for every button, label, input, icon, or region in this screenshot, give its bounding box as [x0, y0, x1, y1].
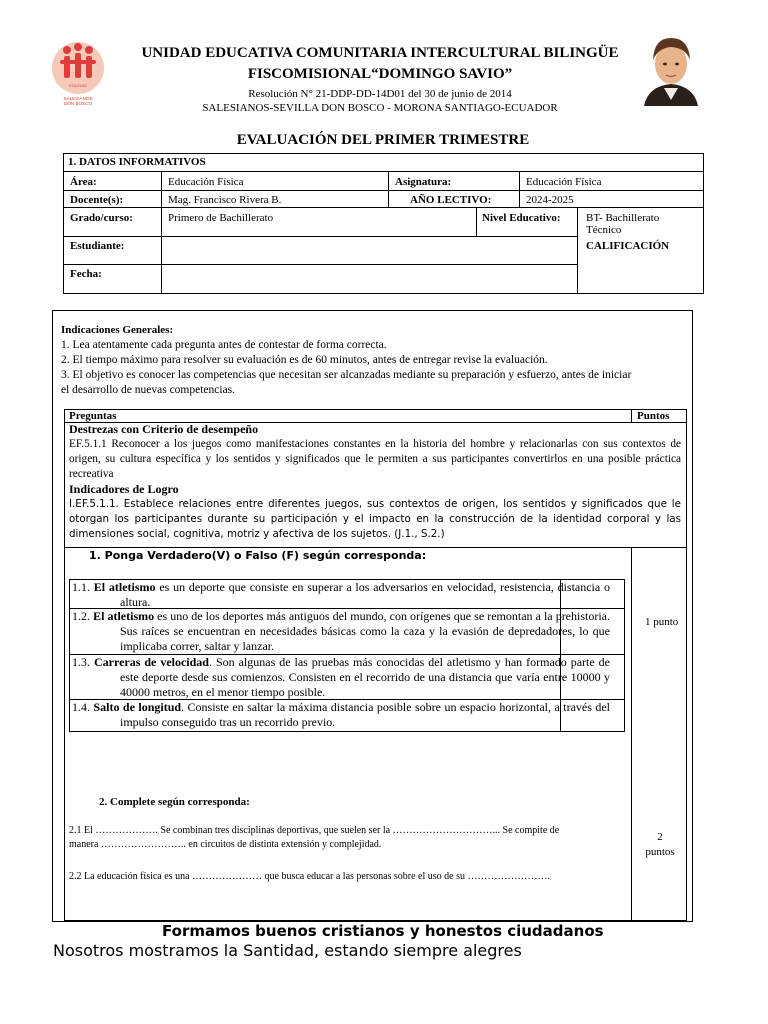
tf-answer-1-3[interactable] [562, 656, 622, 698]
nivel-value-line1: BT- Bachillerato [586, 212, 660, 224]
indicadores-title: Indicadores de Logro [69, 482, 179, 496]
tf-item-1-3 [72, 655, 610, 700]
question-2-points-unit: puntos [645, 846, 675, 858]
question-1-title: 1. Ponga Verdadero(V) o Falso (F) según corresponda: [89, 549, 427, 562]
tf-item-1-3-num: 1.3. [72, 655, 90, 669]
location-text: SALESIANOS-SEVILLA DON BOSCO - MORONA SANTIAGO-ECUADOR [202, 102, 558, 114]
tf-item-1-1-text: es un deporte que consiste en superar a los adversarios en velocidad, resistencia, distancia o altura. [120, 580, 610, 609]
instructions-title: Indicaciones Generales: [61, 324, 174, 336]
question-2-1-line1: 2.1 El ………………. Se combinan tres disciplinas deportivas, que suelen ser la …………………………... Se compite de [69, 825, 560, 836]
tf-item-1-4-bold: Salto de longitud [93, 700, 182, 714]
footer-motto-2: Nosotros mostramos la Santidad, estando siempre alegres [53, 941, 522, 960]
tf-answer-1-1[interactable] [562, 581, 622, 607]
estudiante-field[interactable] [163, 238, 575, 263]
question-2-1 [69, 824, 629, 852]
asignatura-label: Asignatura: [395, 176, 452, 188]
instruction-3-line1: 3. El objetivo es conocer las competencias que necesitan ser alcanzadas mediante su preparación y esfuerzo, antes de iniciar [61, 369, 632, 381]
true-false-table [69, 579, 625, 732]
fecha-label: Fecha: [70, 268, 102, 280]
logo-text-2: SALESIANOS [63, 96, 93, 101]
logo-text-1: COLEGIO [68, 83, 88, 88]
school-name-line2: FISCOMISIONAL“DOMINGO SAVIO” [247, 66, 513, 82]
tf-item-1-1 [72, 580, 610, 610]
grado-label: Grado/curso: [70, 212, 133, 224]
tf-item-1-2-num: 1.2. [72, 609, 90, 623]
tf-item-1-2-text: es uno de los deportes más antiguos del mundo, con orígenes que se remontan a la prehistoria. Sus raíces se encuentran en necesidades básicas como la caza y la evasión de depredadores, lo que implicaba correr, saltar y lanzar. [120, 609, 611, 653]
calificacion-label: CALIFICACIÓN [586, 240, 670, 252]
general-instructions [61, 323, 686, 398]
questions-table [64, 409, 687, 921]
question-2-1-line2: manera …………………….. en circuitos de distinta extensión y complejidad. [69, 839, 382, 850]
competencies-section [69, 422, 681, 542]
tf-item-1-4-num: 1.4. [72, 700, 90, 714]
col-header-puntos: Puntos [637, 410, 670, 422]
footer-motto-1: Formamos buenos cristianos y honestos ciudadanos [162, 922, 604, 940]
docente-value: Mag. Francisco Rivera B. [168, 194, 282, 206]
info-table [63, 153, 704, 294]
nivel-value [582, 210, 702, 238]
resolution-text: Resolución N° 21-DDP-DD-14D01 del 30 de junio de 2014 [248, 88, 512, 100]
calificacion-field[interactable] [579, 252, 702, 292]
question-1-points: 1 punto [645, 616, 679, 628]
school-name-line1: UNIDAD EDUCATIVA COMUNITARIA INTERCULTURAL BILINGÜE [141, 45, 619, 61]
instruction-1: 1. Lea atentamente cada pregunta antes de contestar de forma correcta. [61, 339, 387, 351]
evaluation-title: EVALUACIÓN DEL PRIMER TRIMESTRE [236, 132, 530, 148]
tf-item-1-3-bold: Carreras de velocidad [93, 655, 209, 669]
col-header-preguntas: Preguntas [69, 410, 117, 422]
tf-item-1-3-text: . Son algunas de las pruebas más conocidas del atletismo y han formado parte de este deporte desde sus comienzos. Consisten en el recorrido de una distancia que varía entre 10000 y 40000 metros, en el menor tiempo posible. [120, 655, 611, 699]
tf-item-1-2-bold: El atletismo [93, 609, 155, 623]
nivel-value-line2: Técnico [586, 224, 622, 236]
indicadores-text: I.EF.5.1.1. Establece relaciones entre diferentes juegos, sus contextos de origen, los sentidos y significados que le otorgan los participantes durante su participación y el impacto en la construcción de la identidad corporal y las dimensiones social, cognitiva, motriz y afectiva de los sujetos. (J.1., S.2.) [69, 498, 681, 540]
area-label: Área: [70, 176, 97, 188]
tf-item-1-1-num: 1.1. [72, 580, 90, 594]
asignatura-value: Educación Física [526, 176, 602, 188]
tf-item-1-1-bold: El atletismo [93, 580, 156, 594]
tf-answer-1-2[interactable] [562, 610, 622, 653]
anio-lectivo-value: 2024-2025 [526, 194, 574, 206]
instruction-2: 2. El tiempo máximo para resolver su evaluación es de 60 minutos, antes de entregar revise la evaluación. [61, 354, 548, 366]
area-value: Educación Física [168, 176, 244, 188]
grado-value: Primero de Bachillerato [168, 212, 274, 224]
instruction-3-line2: el desarrollo de nuevas competencias. [61, 384, 236, 396]
evaluation-body [52, 310, 693, 922]
question-2-title: 2. Complete según corresponda: [99, 796, 250, 808]
tf-item-1-2 [72, 609, 610, 654]
estudiante-label: Estudiante: [70, 240, 125, 252]
info-section-title: 1. DATOS INFORMATIVOS [68, 156, 206, 168]
question-2-points-value: 2 [657, 831, 663, 843]
destrezas-title: Destrezas con Criterio de desempeño [69, 422, 259, 436]
school-logo [50, 40, 106, 110]
destrezas-text: EF.5.1.1 Reconocer a los juegos como manifestaciones constantes en la historia del hombre y relacionarlas con sus contextos de origen, su cultura específica y los sentidos y significados que le permiten a sus participantes convertirlos en una posible práctica recreativa [69, 438, 681, 480]
docente-label: Docente(s): [70, 194, 124, 206]
question-2-points [640, 830, 680, 860]
anio-lectivo-label: AÑO LECTIVO: [410, 194, 492, 206]
question-2-2: 2.2 La educación física es una ………………… que busca educar a las personas sobre el uso de su ……………………. [69, 871, 550, 882]
logo-text-3: DON BOSCO [63, 101, 93, 106]
tf-answer-1-4[interactable] [562, 701, 622, 730]
fecha-field[interactable] [163, 266, 575, 293]
tf-item-1-4-text: . Consiste en saltar la máxima distancia posible sobre un espacio horizontal, a través del impulso conseguido tras un recorrido previo. [120, 700, 611, 729]
nivel-label: Nivel Educativo: [482, 212, 561, 224]
tf-item-1-4 [72, 700, 610, 730]
